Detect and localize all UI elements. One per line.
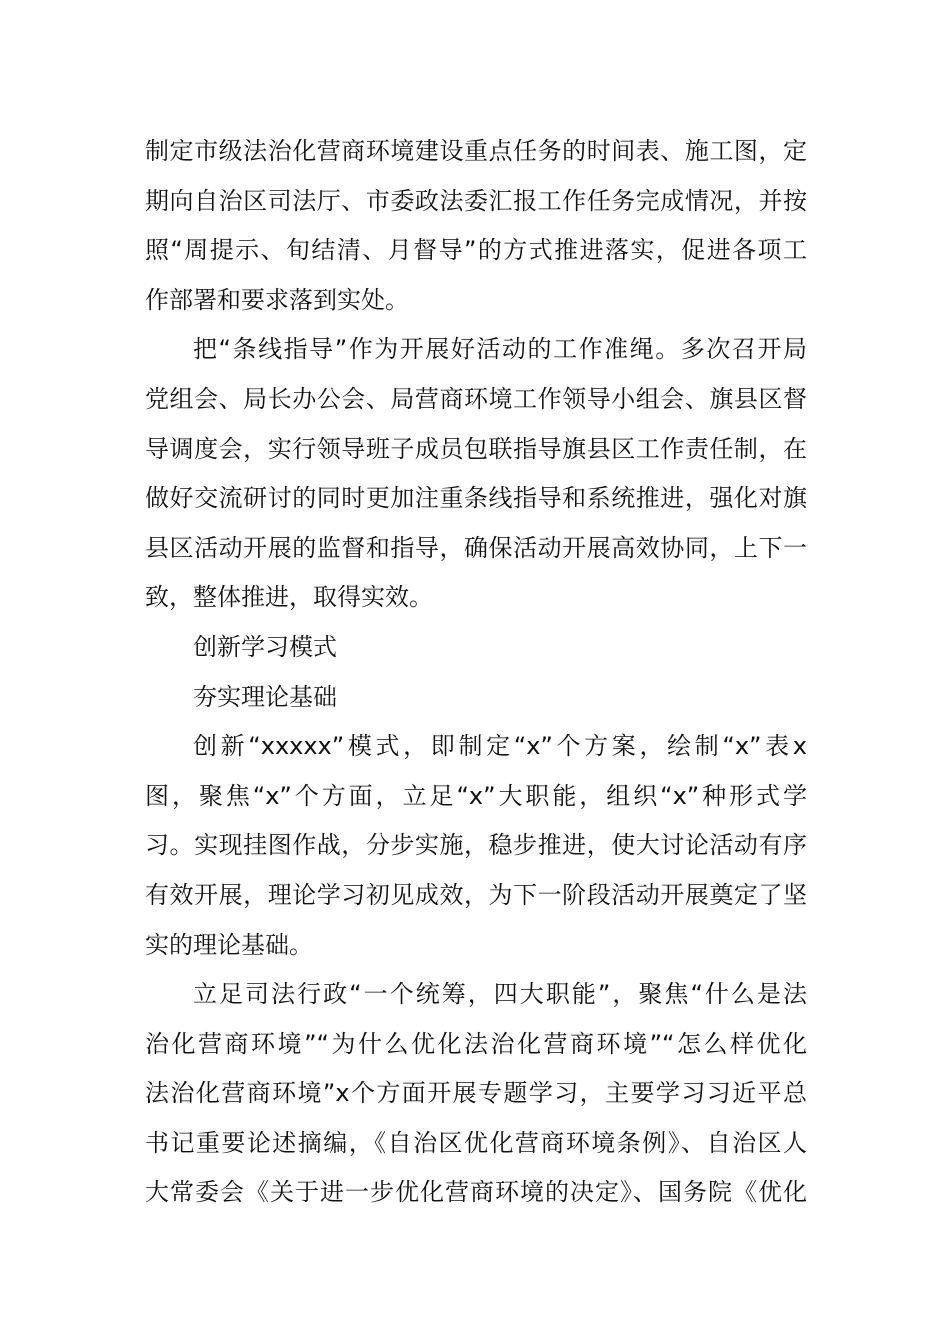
text-line: 书记重要论述摘编，《自治区优化营商环境条例》、自治区人 — [145, 1128, 807, 1157]
text-line: 法治化营商环境”x个方面开展专题学习，主要学习习近平总 — [145, 1079, 807, 1108]
text-line: 导调度会，实行领导班子成员包联指导旗县区工作责任制，在 — [145, 434, 807, 463]
text-line: 治化营商环境”“为什么优化法治化营商环境”“怎么样优化 — [145, 1029, 807, 1058]
text-line: 创新“xxxxx”模式，即制定“x”个方案，绘制“x”表x — [193, 732, 807, 761]
text-line: 党组会、局长办公会、局营商环境工作领导小组会、旗县区督 — [145, 384, 807, 413]
text-line: 作部署和要求落到实处。 — [145, 285, 409, 314]
document-body — [145, 127, 807, 1218]
text-line: 创新学习模式 — [193, 632, 337, 661]
text-line: 把“条线指导”作为开展好活动的工作准绳。多次召开局 — [193, 335, 807, 364]
text-line: 大常委会《关于进一步优化营商环境的决定》、国务院《优化 — [145, 1178, 807, 1207]
paragraph-judicial-study — [145, 970, 807, 1218]
section-heading-theory-foundation — [145, 673, 807, 723]
text-line: 实的理论基础。 — [145, 930, 313, 959]
paragraph-line-guidance — [145, 325, 807, 623]
text-line: 做好交流研讨的同时更加注重条线指导和系统推进，强化对旗 — [145, 484, 807, 513]
text-line: 致，整体推进，取得实效。 — [145, 583, 433, 612]
text-line: 有效开展，理论学习初见成效，为下一阶段活动开展奠定了坚 — [145, 880, 807, 909]
text-line: 习。实现挂图作战，分步实施，稳步推进，使大讨论活动有序 — [145, 831, 807, 860]
paragraph-task-schedule — [145, 127, 807, 325]
text-line: 照“周提示、旬结清、月督导”的方式推进落实，促进各项工 — [145, 236, 807, 265]
text-line: 夯实理论基础 — [193, 682, 337, 711]
text-line: 制定市级法治化营商环境建设重点任务的时间表、施工图，定 — [145, 137, 807, 165]
text-line: 县区活动开展的监督和指导，确保活动开展高效协同，上下一 — [145, 533, 807, 562]
text-line: 立足司法行政“一个统筹，四大职能”，聚焦“什么是法 — [193, 980, 807, 1009]
text-line: 期向自治区司法厅、市委政法委汇报工作任务完成情况，并按 — [145, 186, 807, 215]
text-line: 图，聚焦“x”个方面，立足“x”大职能，组织“x”种形式学 — [145, 781, 807, 810]
paragraph-innovation-model — [145, 722, 807, 970]
section-heading-learning-mode — [145, 623, 807, 673]
